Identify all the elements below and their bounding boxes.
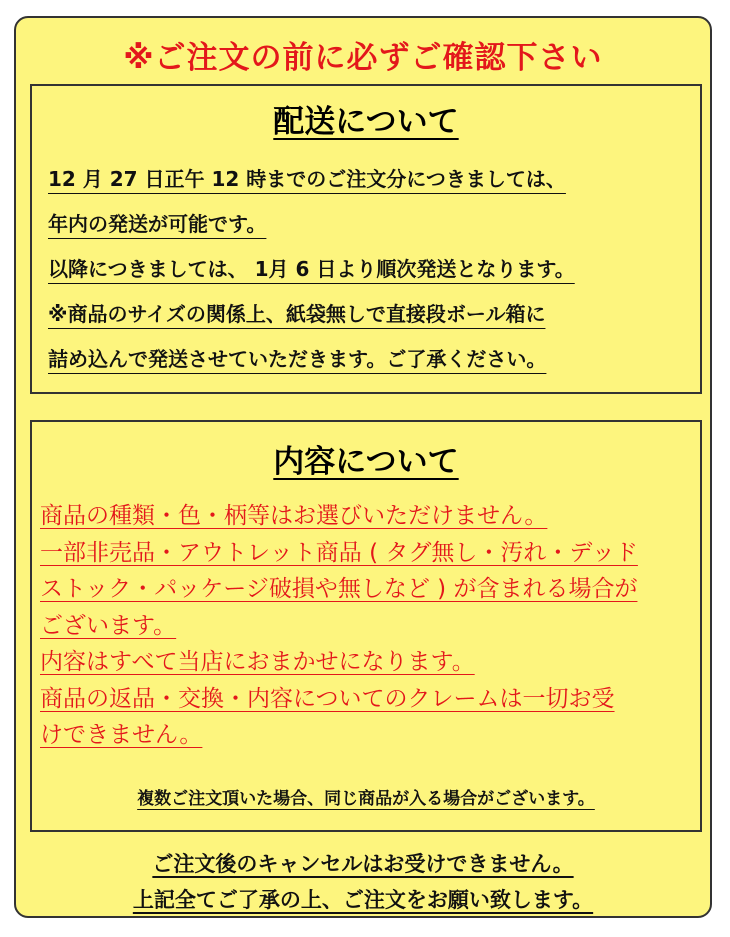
contents-line: [40, 719, 692, 756]
contents-line-text: 商品の種類・色・柄等はお選びいただけません。: [40, 503, 548, 529]
shipping-heading: [32, 96, 700, 141]
shipping-line-text: 詰め込んで発送させていただきます。ご了承ください。: [48, 347, 547, 371]
contents-line-text: 一部非売品・アウトレット商品 ( タグ無し・汚れ・デッド: [40, 539, 638, 566]
notice-card: [14, 16, 712, 918]
contents-line-text: 内容はすべて当店におまかせになります。: [40, 649, 475, 675]
acceptance-text: 上記全てご了承の上、ご注文をお願い致します。: [132, 888, 594, 912]
contents-section: [30, 420, 702, 832]
contents-line: [40, 683, 692, 720]
shipping-line-text: ※商品のサイズの関係上、紙袋無しで直接段ボール箱に: [48, 302, 546, 326]
shipping-line-text: 12 月 27 日正午 12 時までのご注文分につきましては、: [48, 167, 566, 191]
shipping-text-list: [48, 164, 692, 389]
contents-line-text: 商品の返品・交換・内容についてのクレームは一切お受: [40, 685, 615, 712]
contents-heading: [32, 436, 700, 481]
shipping-line: [48, 164, 692, 209]
contents-line: [40, 500, 692, 537]
cancel-policy-text: ご注文後のキャンセルはお受けできません。: [152, 852, 574, 876]
shipping-line-text: 以降につきましては、 1月 6 日より順次発送となります。: [48, 257, 575, 281]
shipping-line-text: 年内の発送が可能です。: [48, 212, 267, 236]
multiple-order-note: [32, 784, 700, 809]
contents-heading-text: 内容について: [273, 444, 459, 480]
shipping-heading-text: 配送について: [273, 104, 459, 140]
shipping-section: [30, 84, 702, 394]
shipping-line: [48, 254, 692, 299]
contents-line: [40, 646, 692, 683]
shipping-line: [48, 299, 692, 344]
contents-line: [40, 537, 692, 574]
notice-title: ※ご注文の前に必ずご確認下さい: [123, 40, 603, 76]
contents-line: [40, 573, 692, 610]
contents-text-list: [40, 500, 692, 756]
contents-line-text: ストック・パッケージ破損や無しなど ) が含まれる場合が: [40, 576, 638, 602]
contents-line: [40, 610, 692, 647]
cancel-policy-line: [16, 848, 710, 878]
shipping-line: [48, 209, 692, 254]
acceptance-line: [16, 884, 710, 914]
contents-line-text: ございます。: [40, 612, 177, 639]
multiple-order-note-text: 複数ご注文頂いた場合、同じ商品が入る場合がございます。: [137, 789, 595, 809]
shipping-line: [48, 344, 692, 389]
contents-line-text: けできません。: [40, 722, 203, 748]
